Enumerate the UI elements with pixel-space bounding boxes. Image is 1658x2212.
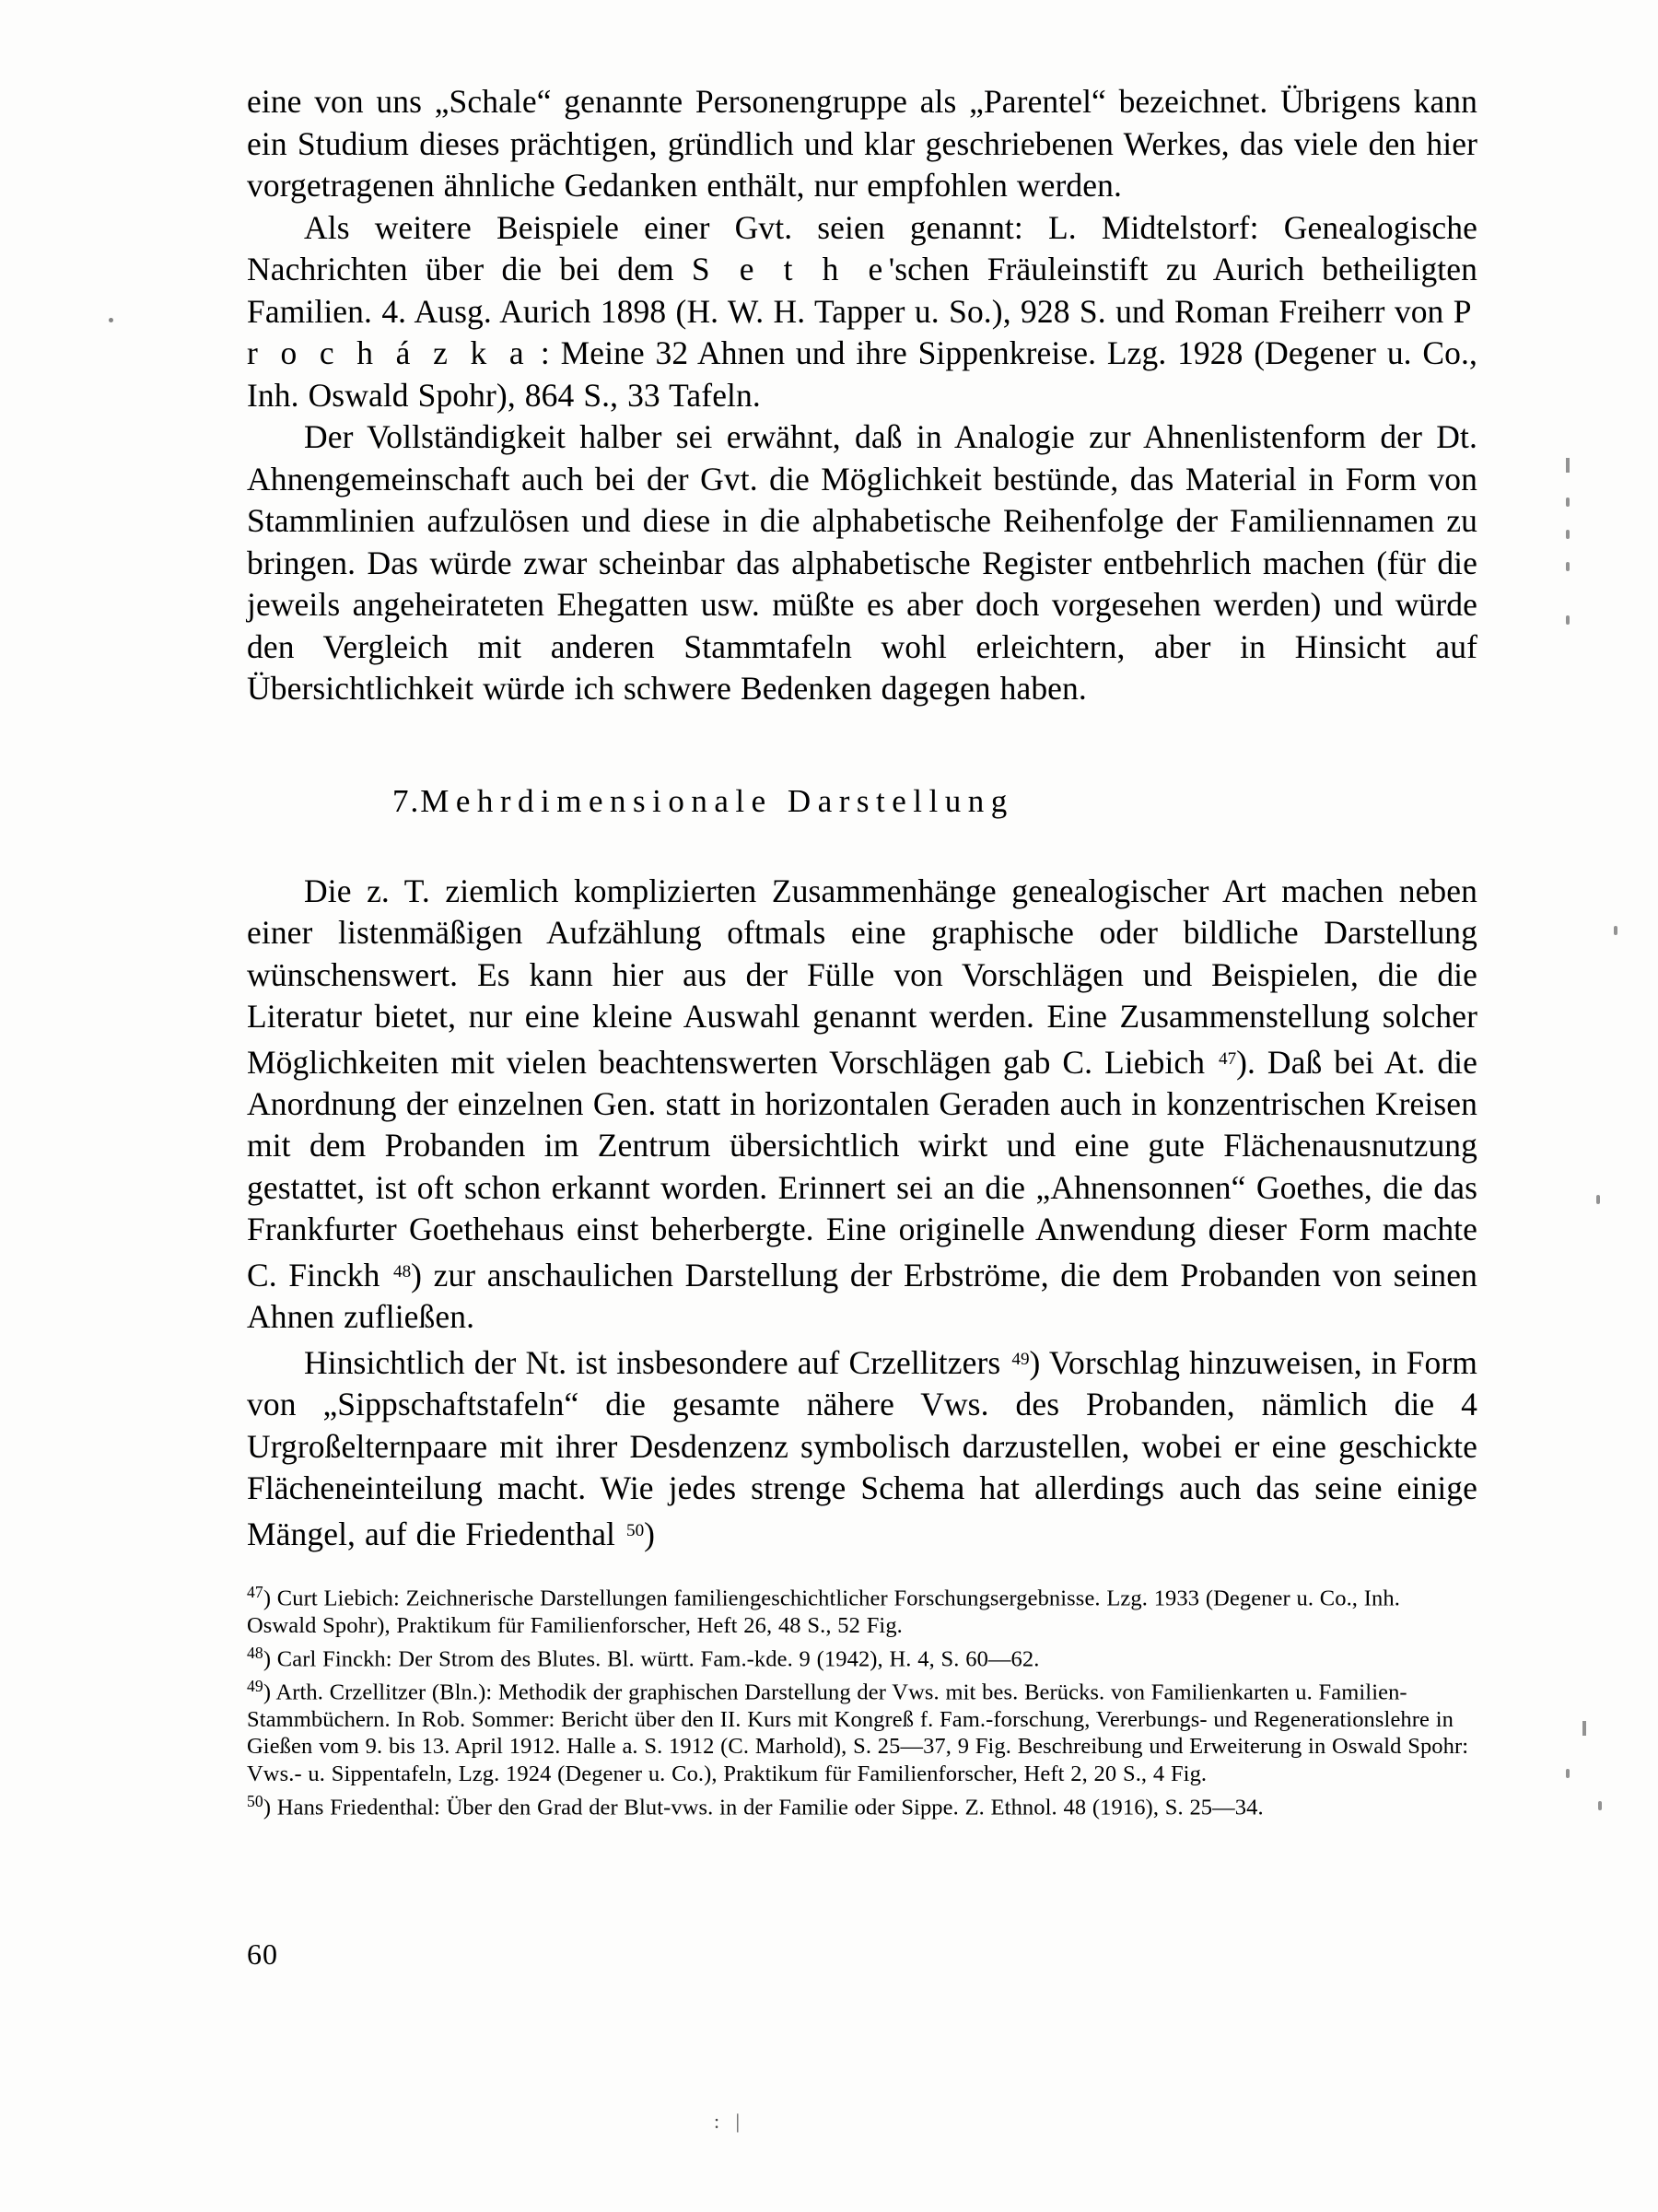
footnote-47 bbox=[247, 1579, 1472, 1640]
text-run: ) zur anschaulichen Darstellung der Erbströme, die dem Probanden von seinen Ahnen zufließen. bbox=[247, 1256, 1477, 1336]
scan-artifact bbox=[1596, 1195, 1600, 1204]
footnote-ref-49[interactable]: 49 bbox=[1011, 1349, 1030, 1369]
scan-artifact bbox=[1566, 458, 1570, 473]
footnote-mark: 48 bbox=[247, 1643, 263, 1662]
bottom-scan-mark: : | bbox=[714, 2110, 746, 2133]
section-number: 7. bbox=[392, 782, 421, 819]
footnote-block bbox=[247, 1579, 1472, 1821]
scan-speck-left bbox=[109, 318, 113, 322]
footnote-text: ) Hans Friedenthal: Über den Grad der Blut-vws. in der Familie oder Sippe. Z. Ethnol. 48 (1916), S. 25—34. bbox=[263, 1794, 1264, 1820]
footnote-48 bbox=[247, 1640, 1472, 1673]
footnote-ref-48[interactable]: 48 bbox=[393, 1261, 412, 1282]
text-run: ). Daß bei At. die Anordnung der einzelnen Gen. statt in horizontalen Geraden auch in konzentrischen Kreisen mit dem Probanden im Zentrum übersichtlich wirkt und eine gute Flächenausnutzung gestattet, ist oft schon erkannt worden. Erinnert sei an die „Ahnensonnen“ Goethes, die das Frankfurter Goethehaus einst beherbergte. Eine originelle Anwendung dieser Form machte C. Finckh bbox=[247, 1043, 1477, 1293]
page-number: 60 bbox=[247, 1937, 278, 1971]
paragraph-vollstaendigkeit: Der Vollständigkeit halber sei erwähnt, daß in Analogie zur Ahnenlistenform der Dt. Ahnengemeinschaft auch bei der Gvt. die Möglichkeit bestünde, das Material in Form von Stammlinien aufzulösen und diese in die alphabetische Reihenfolge der Familiennamen zu bringen. Das würde zwar scheinbar das alphabetische Register entbehrlich machen (für die jeweils angeheirateten Ehegatten usw. müßte es aber doch vorgesehen werden) und würde den Vergleich mit anderen Stammtafeln wohl erleichtern, aber in Hinsicht auf Übersichtlichkeit würde ich schwere Bedenken dagegen haben. bbox=[247, 418, 1477, 707]
footnote-mark: 50 bbox=[247, 1791, 263, 1810]
text-run: Als weitere Beispiele einer Gvt. seien genannt: L. Midtelstorf: Genealogische Nachrichten über die bei dem bbox=[247, 208, 1477, 287]
text-run: : Meine 32 Ahnen und ihre Sippenkreise. Lzg. 1928 (Degener u. Co., Inh. Oswald Spohr), 864 S., 33 Tafeln. bbox=[247, 334, 1477, 414]
spaced-name-prochazka: P r o c h á z k a bbox=[247, 292, 1477, 371]
footnote-text: ) Curt Liebich: Zeichnerische Darstellungen familiengeschichtlicher Forschungsergebnisse. Lzg. 1933 (Degener u. Co., Inh. Oswald Spohr), Praktikum für Familienforscher, Heft 26, 48 S., 52 Fig. bbox=[247, 1586, 1400, 1639]
scan-artifact bbox=[1566, 530, 1570, 539]
scan-artifact bbox=[1566, 615, 1570, 625]
section-heading bbox=[247, 780, 1477, 823]
text-run: ) bbox=[644, 1515, 656, 1552]
section-title: Mehrdimensionale Darstellung bbox=[420, 782, 1014, 819]
heading-spacer-bottom bbox=[247, 823, 1477, 871]
spaced-name-sethe: S e t h e bbox=[691, 251, 889, 287]
paragraph-parentel: eine von uns „Schale“ genannte Personengruppe als „Parentel“ bezeichnet. Übrigens kann ein Studium dieses prächtigen, gründlich und klar geschriebenen Werkes, das viele den hier vorgetragenen ähnliche Gedanken enthält, nur empfohlen werden. bbox=[247, 83, 1477, 204]
scan-artifact bbox=[1566, 497, 1570, 507]
text-run: 'schen Fräuleinstift zu Aurich betheiligten Familien. 4. Ausg. Aurich 1898 (H. W. H. Tapper u. So.), 928 S. und Roman Freiherr von bbox=[247, 251, 1477, 330]
paragraph-mehrdimensionale-1 bbox=[247, 871, 1477, 1339]
paragraph-mehrdimensionale-2 bbox=[247, 1339, 1477, 1555]
paragraph-beispiele bbox=[247, 207, 1477, 417]
footnote-50 bbox=[247, 1788, 1472, 1821]
text-run: Die z. T. ziemlich komplizierten Zusammenhänge genealogischer Art machen neben einer listenmäßigen Aufzählung oftmals eine graphische oder bildliche Darstellung wünschenswert. Es kann hier aus der Fülle von Vorschlägen und Beispielen, die die Literatur bietet, nur eine kleine Auswahl genannt werden. Eine Zusammenstellung solcher Möglichkeiten mit vielen beachtenswerten Vorschlägen gab C. Liebich bbox=[247, 872, 1477, 1081]
footnote-ref-50[interactable]: 50 bbox=[626, 1520, 645, 1540]
footnote-text: ) Arth. Crzellitzer (Bln.): Methodik der graphischen Darstellung der Vws. mit bes. Berücks. von Familienkarten u. Familien-Stammbüchern. In Rob. Sommer: Bericht über den II. Kurs mit Kongreß f. Fam.-forschung, Vererbungs- und Regenerationslehre in Gießen vom 9. bis 13. April 1912. Halle a. S. 1912 (C. Marhold), S. 25—37, 9 Fig. Beschreibung und Erweiterung in Oswald Spohr: Vws.- u. Sippentafeln, Lzg. 1924 (Degener u. Co.), Praktikum für Familienforscher, Heft 2, 20 S., 4 Fig. bbox=[247, 1679, 1469, 1786]
footnote-49 bbox=[247, 1673, 1472, 1788]
footnote-ref-47[interactable]: 47 bbox=[1218, 1048, 1237, 1069]
text-run: ) Vorschlag hinzuweisen, in Form von „Sippschaftstafeln“ die gesamte nähere Vws. des Probanden, nämlich die 4 Urgroßelternpaare mit ihrer Desdenzenz symbolisch darzustellen, wobei er eine geschickte Flächeneinteilung macht. Wie jedes strenge Schema hat allerdings auch das seine einige Mängel, auf die Friedenthal bbox=[247, 1343, 1477, 1552]
scan-artifact bbox=[1614, 926, 1617, 935]
scan-artifact bbox=[1566, 562, 1570, 571]
text-run: Hinsichtlich der Nt. ist insbesondere auf Crzellitzers bbox=[304, 1343, 1010, 1381]
footnote-text: ) Carl Finckh: Der Strom des Blutes. Bl. württ. Fam.-kde. 9 (1942), H. 4, S. 60—62. bbox=[263, 1646, 1040, 1672]
scan-artifact bbox=[1566, 1769, 1570, 1778]
scan-artifact bbox=[1598, 1801, 1602, 1810]
heading-spacer-top bbox=[247, 710, 1477, 780]
main-text-column bbox=[247, 81, 1477, 1555]
footnote-mark: 49 bbox=[247, 1676, 263, 1695]
scan-artifact bbox=[1582, 1721, 1586, 1736]
footnote-mark: 47 bbox=[247, 1583, 263, 1601]
